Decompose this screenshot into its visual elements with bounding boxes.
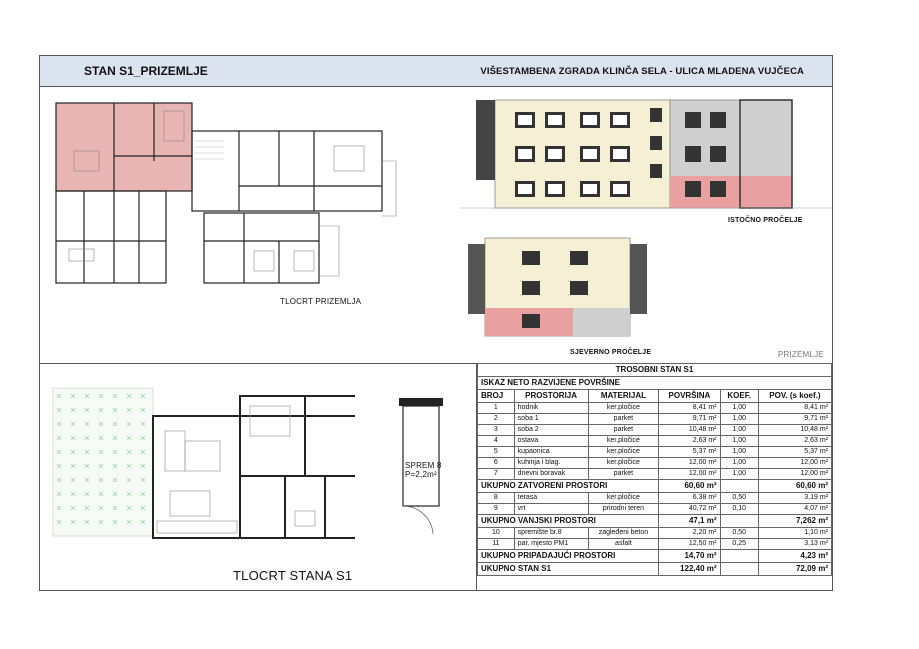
area: 12,50 m²: [659, 539, 720, 550]
room-name: spremište br.8: [514, 528, 588, 539]
coef-area: 2,63 m²: [758, 436, 831, 447]
row-number: 7: [478, 469, 515, 480]
table-row: [478, 425, 832, 436]
row-number: 1: [478, 403, 515, 414]
sum-closed: [478, 480, 832, 493]
row-number: 3: [478, 425, 515, 436]
room-name: kupaonica: [514, 447, 588, 458]
apartment-s1-plan: [45, 386, 355, 546]
coefficient: 1,00: [720, 414, 758, 425]
coefficient: 1,00: [720, 458, 758, 469]
room-name: dnevni boravak: [514, 469, 588, 480]
drawing-sheet: [39, 55, 833, 591]
sum-area: 60,60 m²: [659, 480, 720, 493]
north-facade: [460, 236, 660, 341]
room-name: kuhinja i blag.: [514, 458, 588, 469]
col-header: PROSTORIJA: [514, 390, 588, 403]
material: parket: [588, 469, 659, 480]
storage-name: SPREM 8: [405, 461, 442, 470]
room-name: ostava: [514, 436, 588, 447]
row-number: 9: [478, 504, 515, 515]
title-bar: [40, 56, 832, 87]
level-label: PRIZEMLJE: [778, 350, 824, 359]
area: 9,71 m²: [659, 414, 720, 425]
row-number: 6: [478, 458, 515, 469]
row-number: 8: [478, 493, 515, 504]
material: zaglеđeni beton: [588, 528, 659, 539]
coef-area: 1,10 m²: [758, 528, 831, 539]
sum-label: UKUPNO VANJSKI PROSTORI: [478, 515, 659, 528]
floor-plan-caption: TLOCRT PRIZEMLJA: [280, 297, 362, 306]
sum-coef-area: 72,09 m²: [758, 563, 831, 576]
coef-area: 12,00 m²: [758, 458, 831, 469]
row-number: 10: [478, 528, 515, 539]
sum-coef-area: 60,60 m²: [758, 480, 831, 493]
row-number: 4: [478, 436, 515, 447]
project-title: VIŠESTAMBENA ZGRADA KLINČA SELA - ULICA MLADENA VUJČECA: [480, 66, 804, 77]
col-header: POV. (s koef.): [758, 390, 831, 403]
coef-area: 8,41 m²: [758, 403, 831, 414]
room-name: par. mjesto PM1: [514, 539, 588, 550]
row-number: 2: [478, 414, 515, 425]
coefficient: 1,00: [720, 403, 758, 414]
coef-area: 3,13 m²: [758, 539, 831, 550]
table-header: [478, 390, 832, 403]
table-row: [478, 469, 832, 480]
area: 8,41 m²: [659, 403, 720, 414]
sum-outdoor: [478, 515, 832, 528]
coefficient: 1,00: [720, 436, 758, 447]
room-name: soba 1: [514, 414, 588, 425]
area: 2,63 m²: [659, 436, 720, 447]
row-number: 11: [478, 539, 515, 550]
table-row: [478, 403, 832, 414]
storage-area: P=2,2m²: [405, 470, 437, 479]
material: ker.pločice: [588, 403, 659, 414]
material: asfalt: [588, 539, 659, 550]
east-facade: [460, 96, 832, 221]
material: parket: [588, 425, 659, 436]
coef-area: 3,19 m²: [758, 493, 831, 504]
area: 2,20 m²: [659, 528, 720, 539]
sum-label: UKUPNO STAN S1: [478, 563, 659, 576]
coefficient: 0,50: [720, 493, 758, 504]
area: 10,48 m²: [659, 425, 720, 436]
coefficient: 0,10: [720, 504, 758, 515]
sum-area: 122,40 m²: [659, 563, 720, 576]
row-number: 5: [478, 447, 515, 458]
coefficient: 0,25: [720, 539, 758, 550]
apartment-plan-caption: TLOCRT STANA S1: [233, 568, 353, 583]
sum-coef-area: 7,262 m²: [758, 515, 831, 528]
area: 12,00 m²: [659, 469, 720, 480]
table-row: [478, 436, 832, 447]
area: 12,00 m²: [659, 458, 720, 469]
coef-area: 12,00 m²: [758, 469, 831, 480]
area: 40,72 m²: [659, 504, 720, 515]
room-name: soba 2: [514, 425, 588, 436]
room-name: hodnik: [514, 403, 588, 414]
coefficient: 1,00: [720, 447, 758, 458]
sum-auxiliary: [478, 550, 832, 563]
table-row: [478, 504, 832, 515]
east-facade-caption: ISTOČNO PROČELJE: [728, 217, 803, 224]
col-header: MATERIJAL: [588, 390, 659, 403]
north-facade-caption: SJEVERNO PROČELJE: [570, 349, 652, 356]
coef-area: 9,71 m²: [758, 414, 831, 425]
rows-outdoor: [478, 493, 832, 515]
material: parket: [588, 414, 659, 425]
coefficient: 0,50: [720, 528, 758, 539]
table-row: [478, 539, 832, 550]
table-subtitle: ISKAZ NETO RAZVIJENE POVRŠINE: [478, 377, 832, 390]
coef-area: 4,07 m²: [758, 504, 831, 515]
rows-auxiliary: [478, 528, 832, 550]
col-header: POVRŠINA: [659, 390, 720, 403]
table-row: [478, 493, 832, 504]
sum-total: [478, 563, 832, 576]
table-row: [478, 414, 832, 425]
area: 6,38 m²: [659, 493, 720, 504]
coef-area: 5,37 m²: [758, 447, 831, 458]
table-row: [478, 528, 832, 539]
table-title: TROSOBNI STAN S1: [478, 364, 832, 377]
table-row: [478, 458, 832, 469]
room-name: terasa: [514, 493, 588, 504]
sum-label: UKUPNO ZATVORENI PROSTORI: [478, 480, 659, 493]
table-row: [478, 447, 832, 458]
coefficient: 1,00: [720, 425, 758, 436]
room-name: vrt: [514, 504, 588, 515]
sum-area: 47,1 m²: [659, 515, 720, 528]
material: ker.pločice: [588, 447, 659, 458]
material: prirodni teren: [588, 504, 659, 515]
sum-label: UKUPNO PRIPADAJUĆI PROSTORI: [478, 550, 659, 563]
col-header: KOEF.: [720, 390, 758, 403]
area-table: [477, 363, 832, 576]
material: ker.pločice: [588, 493, 659, 504]
ground-floor-plan: [54, 101, 414, 296]
col-header: BROJ: [478, 390, 515, 403]
rows-closed: [478, 403, 832, 480]
sheet-title: STAN S1_PRIZEMLJE: [84, 64, 208, 78]
coef-area: 10,48 m²: [758, 425, 831, 436]
sum-area: 14,70 m²: [659, 550, 720, 563]
area: 5,37 m²: [659, 447, 720, 458]
material: ker.pločice: [588, 436, 659, 447]
sum-coef-area: 4,23 m²: [758, 550, 831, 563]
coefficient: 1,00: [720, 469, 758, 480]
material: ker.pločice: [588, 458, 659, 469]
